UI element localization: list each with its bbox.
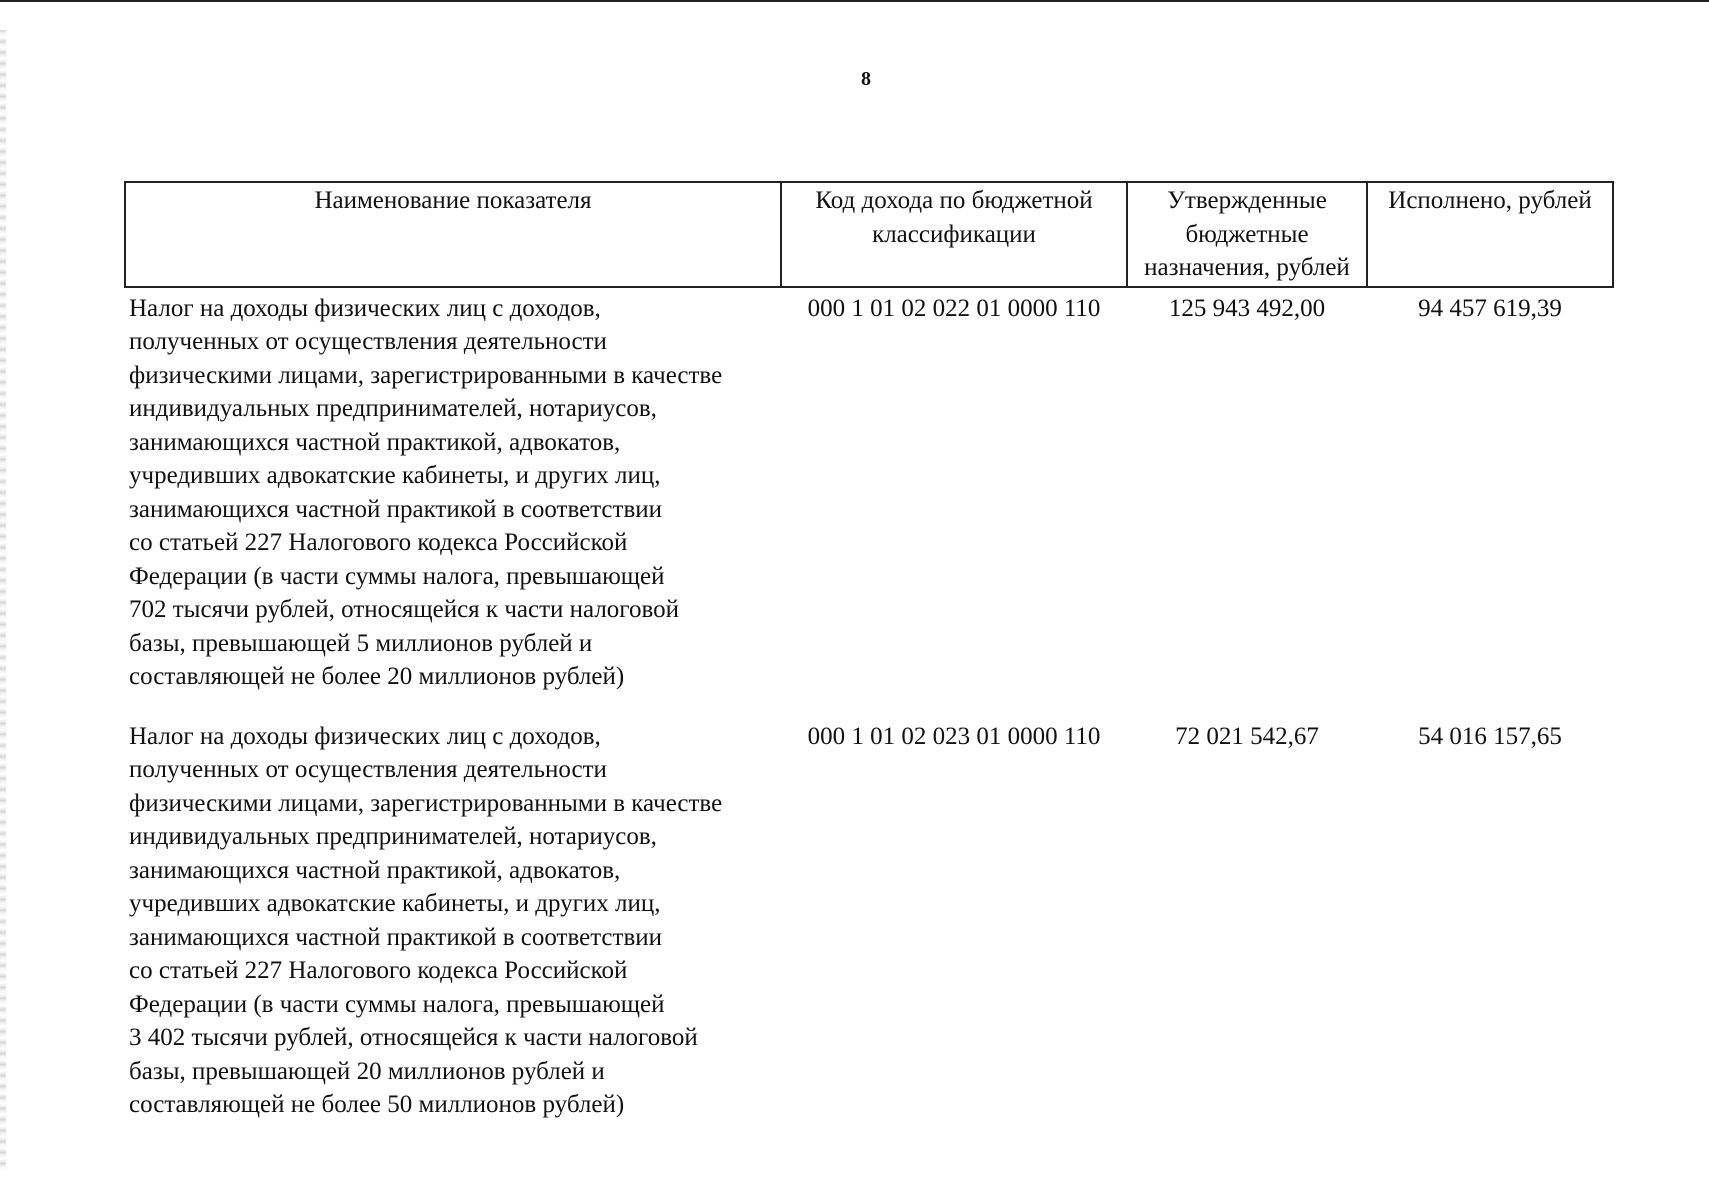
indicator-name-line: индивидуальных предпринимателей, нотариусов, (129, 823, 657, 850)
indicator-name-line: занимающихся частной практикой, адвокатов, (129, 856, 621, 884)
table-row (125, 287, 1613, 716)
executed-amount-cell: 94 457 619,39 (1418, 294, 1562, 322)
header-approved-budget (1127, 182, 1367, 287)
indicator-name-line: занимающихся частной практикой в соответствии (129, 495, 663, 523)
header-indicator-name-text: Наименование показателя (314, 187, 592, 214)
indicator-name-line: составляющей не более 20 миллионов рублей) (129, 663, 625, 690)
indicator-name-line: физическими лицами, зарегистрированными в качестве (129, 361, 723, 389)
approved-amount-cell: 125 943 492,00 (1168, 294, 1326, 322)
indicator-name-cell (125, 716, 781, 1144)
indicator-name-line: базы, превышающей 5 миллионов рублей и (129, 629, 593, 657)
header-row (125, 182, 1613, 287)
indicator-name-line: Налог на доходы физических лиц с доходов, (129, 294, 601, 322)
indicator-name-line: Федерации (в части суммы налога, превышающей (129, 990, 665, 1018)
indicator-name-line: полученных от осуществления деятельности (129, 756, 607, 783)
header-indicator-name (125, 182, 781, 287)
indicator-name-line: занимающихся частной практикой, адвокатов, (129, 428, 621, 456)
header-revenue-code-line: классификации (872, 220, 1036, 248)
indicator-name-line: учредивших адвокатские кабинеты, и других лиц, (129, 462, 661, 489)
indicator-name-line: физическими лицами, зарегистрированными в качестве (129, 789, 723, 817)
indicator-name-line: Федерации (в части суммы налога, превышающей (129, 562, 665, 590)
revenue-table (124, 181, 1614, 1144)
indicator-name-line: 3 402 тысячи рублей, относящейся к части налоговой (129, 1024, 698, 1051)
revenue-code-cell: 000 1 01 02 023 01 0000 110 (807, 722, 1101, 750)
indicator-name-line: базы, превышающей 20 миллионов рублей и (129, 1057, 605, 1085)
indicator-name-line: занимающихся частной практикой в соответствии (129, 923, 663, 951)
executed-amount-cell: 54 016 157,65 (1418, 722, 1562, 750)
approved-amount-cell: 72 021 542,67 (1175, 722, 1319, 750)
scan-edge-shadow (0, 30, 6, 1170)
indicator-name-line: индивидуальных предпринимателей, нотариусов, (129, 395, 657, 422)
indicator-name-line: Налог на доходы физических лиц с доходов, (129, 722, 601, 750)
indicator-name-line: учредивших адвокатские кабинеты, и других лиц, (129, 890, 661, 917)
revenue-code-cell: 000 1 01 02 022 01 0000 110 (807, 294, 1101, 322)
header-revenue-code (781, 182, 1127, 287)
table-header (125, 182, 1613, 287)
indicator-name-line: 702 тысячи рублей, относящейся к части налоговой (129, 596, 679, 623)
indicator-name-cell (125, 287, 781, 716)
indicator-name-line: со статьей 227 Налогового кодекса Российской (129, 957, 628, 984)
header-executed-text: Исполнено, рублей (1388, 187, 1592, 214)
indicator-name-line: составляющей не более 50 миллионов рублей) (129, 1091, 625, 1118)
header-approved-budget-line: Утвержденные (1167, 187, 1327, 214)
table-row (125, 716, 1613, 1144)
header-approved-budget-line: назначения, рублей (1144, 254, 1350, 281)
header-approved-budget-line: бюджетные (1185, 220, 1309, 248)
header-revenue-code-line: Код дохода по бюджетной (815, 187, 1093, 214)
header-executed (1367, 182, 1613, 287)
indicator-name-line: полученных от осуществления деятельности (129, 328, 607, 355)
page-number: 8 (861, 68, 871, 90)
page-top-rule (0, 0, 1709, 2)
indicator-name-line: со статьей 227 Налогового кодекса Российской (129, 529, 628, 556)
